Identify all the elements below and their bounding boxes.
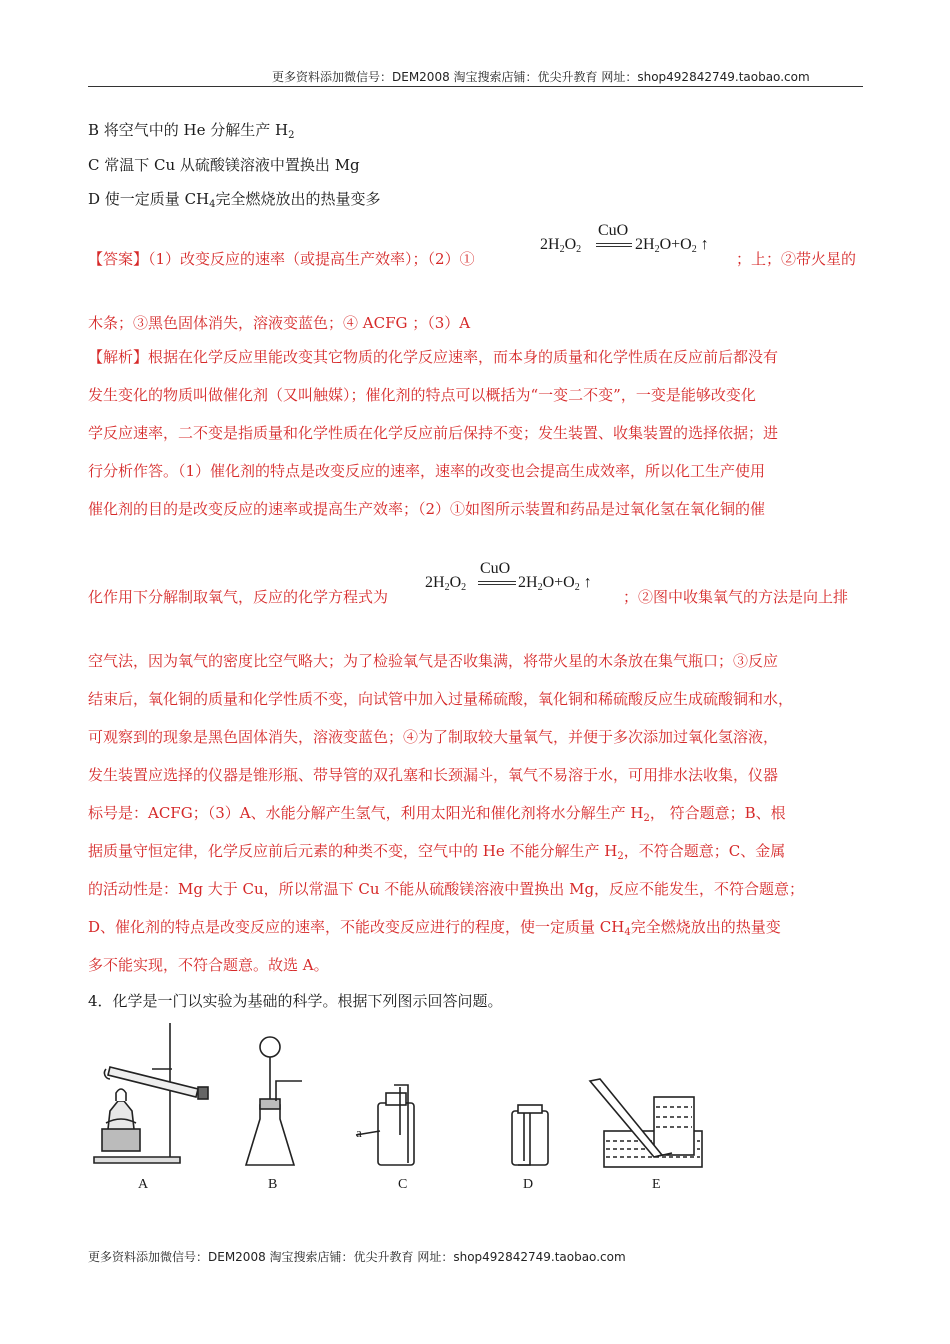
eq2-left: $2H_2O_2$ — [425, 574, 467, 593]
apparatus-c — [356, 1085, 414, 1165]
answer-part2: ；上；②带火星的 — [736, 250, 857, 268]
analysis-line-12: 据质量守恒定律，化学反应前后元素的种类不变，空气中的 He 不能分解生产 $H_2$，不符合题意；C、金属 — [88, 842, 786, 862]
question-4: 4．化学是一门以实验为基础的科学。根据下列图示回答问题。 — [88, 992, 503, 1010]
analysis-line-6a: 化作用下分解制取氧气，反应的化学方程式为 — [88, 588, 389, 606]
analysis-line-2: 发生变化的物质叫做催化剂（又叫触媒）；催化剂的特点可以概括为“一变二不变”，一变是能够改变化 — [88, 386, 756, 404]
eq-bar-2 — [596, 246, 632, 247]
eq-left: $2H_2O_2$ — [540, 236, 582, 255]
option-d-pre: D 使一定质量 CH — [88, 190, 210, 208]
analysis-equation — [425, 560, 625, 600]
figure-label-a: A — [138, 1177, 149, 1192]
analysis-line-4: 行分析作答。（1）催化剂的特点是改变反应的速率，速率的改变也会提高生成效率，所以化工生产使用 — [88, 462, 766, 480]
analysis-tag: 【解析】 — [88, 348, 149, 366]
page-header: 更多资料添加微信号：DEM2008 淘宝搜索店铺：优尖升教育 网址：shop492842749.taobao.com — [272, 70, 810, 84]
apparatus-e — [590, 1079, 702, 1167]
apparatus-d — [512, 1105, 548, 1165]
header-rule — [88, 86, 863, 87]
analysis-line-6b: ；②图中收集氧气的方法是向上排 — [623, 588, 849, 606]
analysis-line-1: 【解析】根据在化学反应里能改变其它物质的化学反应速率，而本身的质量和化学性质在反应前后都没有 — [88, 348, 779, 366]
analysis-line-10: 发生装置应选择的仪器是锥形瓶、带导管的双孔塞和长颈漏斗，氧气不易溶于水，可用排水法收集，仪器 — [88, 766, 779, 784]
analysis-line-13: 的活动性是：Mg 大于 Cu，所以常温下 Cu 不能从硫酸镁溶液中置换出 Mg，反应不能发生，不符合题意； — [88, 880, 805, 898]
answer-equation — [540, 222, 740, 262]
analysis-line-5: 催化剂的目的是改变反应的速率或提高生产效率；（2）①如图所示装置和药品是过氧化氢在氧化铜的催 — [88, 500, 766, 518]
apparatus-a — [94, 1023, 208, 1163]
option-d-sub: 4 — [209, 199, 216, 210]
analysis-line-7: 空气法，因为氧气的密度比空气略大；为了检验氧气是否收集满，将带火星的木条放在集气瓶口；③反应 — [88, 652, 779, 670]
analysis-line-14: D、催化剂的特点是改变反应的速率，不能改变反应进行的程度，使一定质量 $CH_4$完全燃烧放出的热量变 — [88, 918, 781, 938]
figure-c-marker: a — [356, 1125, 362, 1140]
analysis-line-11: 标号是：ACFG；（3）A、水能分解产生氢气，利用太阳光和催化剂将水分解生产 $H_2$， 符合题意；B、根 — [88, 804, 786, 824]
apparatus-b — [246, 1037, 302, 1165]
option-d — [88, 188, 381, 210]
option-b — [88, 119, 295, 141]
page-footer: 更多资料添加微信号：DEM2008 淘宝搜索店铺：优尖升教育 网址：shop492842749.taobao.com — [88, 1250, 626, 1264]
analysis-line-9: 可观察到的现象是黑色固体消失，溶液变蓝色；④为了制取较大量氧气，并便于多次添加过氧化氢溶液， — [88, 728, 779, 746]
option-b-text: B 将空气中的 He 分解生产 H — [88, 121, 289, 139]
eq2-bar-1 — [478, 581, 516, 582]
eq-catalyst: CuO — [598, 222, 629, 239]
analysis-line-15: 多不能实现，不符合题意。故选 A。 — [88, 956, 329, 974]
eq-right: $2H_2O+O_2$ ↑ — [635, 236, 709, 255]
figure-label-c: C — [398, 1177, 408, 1192]
eq-bar-1 — [596, 243, 632, 244]
option-d-post: 完全燃烧放出的热量变多 — [215, 190, 381, 208]
eq2-right: $2H_2O+O_2$ ↑ — [518, 574, 592, 593]
analysis-line-8: 结束后，氧化铜的质量和化学性质不变，向试管中加入过量稀硫酸，氧化铜和稀硫酸反应生成硫酸铜和水， — [88, 690, 794, 708]
answer-line-1 — [88, 248, 475, 269]
option-c: C 常温下 Cu 从硫酸镁溶液中置换出 Mg — [88, 156, 360, 174]
analysis-line-3: 学反应速率，二不变是指质量和化学性质在化学反应前后保持不变；发生装置、收集装置的选择依据；进 — [88, 424, 779, 442]
figure-label-e: E — [652, 1177, 661, 1192]
option-b-sub: 2 — [288, 130, 295, 141]
apparatus-figure — [88, 1015, 728, 1200]
answer-tag: 【答案】 — [88, 250, 149, 268]
answer-line-2: 木条；③黑色固体消失，溶液变蓝色；④ ACFG ；（3）A — [88, 314, 471, 332]
figure-label-b: B — [268, 1177, 278, 1192]
answer-part1: （1）改变反应的速率（或提高生产效率）；（2）① — [148, 250, 475, 268]
figure-label-d: D — [523, 1177, 534, 1192]
eq2-catalyst: CuO — [480, 560, 511, 577]
eq2-bar-2 — [478, 584, 516, 585]
